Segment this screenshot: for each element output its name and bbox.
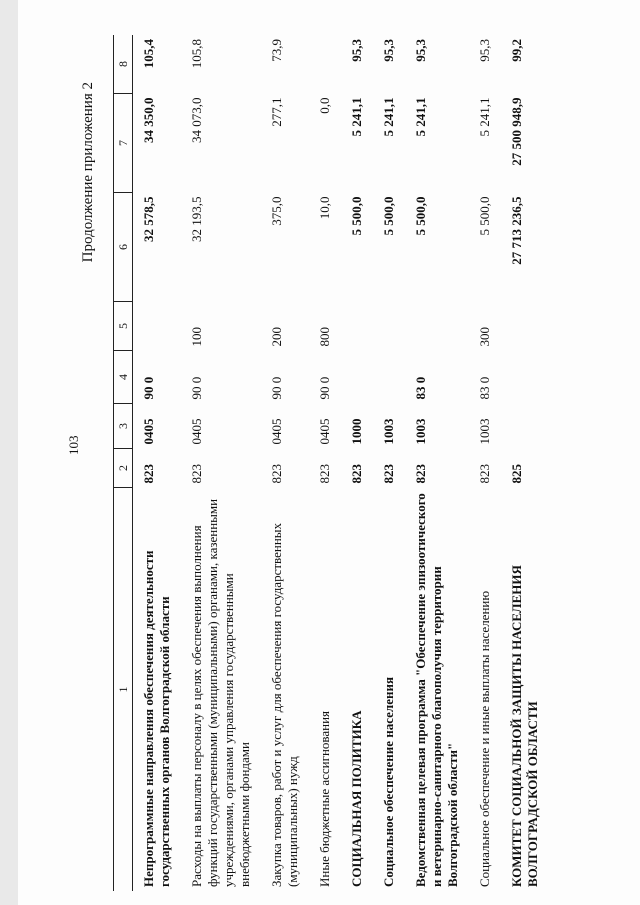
table-cell: 95,3 <box>381 39 396 62</box>
table-cell: 32 193,5 <box>189 196 204 242</box>
table-cell: 32 578,5 <box>141 196 156 242</box>
table-row <box>405 35 469 891</box>
table-cell: 823 <box>189 464 204 484</box>
table-cell <box>341 302 373 351</box>
table-cell: 5 241,1 <box>381 97 396 137</box>
table-cell: 105,4 <box>141 39 156 69</box>
table-cell: 0,0 <box>317 97 332 114</box>
table-cell: КОМИТЕТ СОЦИАЛЬНОЙ ЗАЩИТЫ НАСЕЛЕНИЯ ВОЛГОГРАДСКОЙ ОБЛАСТИ <box>509 565 540 887</box>
column-header: 6 <box>114 193 133 302</box>
table-cell: 5 500,0 <box>477 196 492 236</box>
table-cell <box>133 302 182 351</box>
table-cell: СОЦИАЛЬНАЯ ПОЛИТИКА <box>349 710 364 887</box>
column-header: 4 <box>114 351 133 404</box>
table-cell: 823 <box>477 464 492 484</box>
table-cell: Непрограммные направления обеспечения деятельности государственных органов Волгоградской области <box>141 550 172 887</box>
table-cell: Закупка товаров, работ и услуг для обеспечения государственных (муниципальных) нужд <box>269 522 300 887</box>
table-cell: 83 0 <box>477 376 492 400</box>
table-cell: 0405 <box>141 418 156 445</box>
table-cell: 823 <box>381 464 396 484</box>
table-cell: 27 500 948,9 <box>509 97 524 166</box>
table-cell: 300 <box>477 327 492 347</box>
table-cell: 34 073,0 <box>189 97 204 143</box>
column-header: 5 <box>114 302 133 351</box>
table-cell: 0405 <box>189 418 204 445</box>
table-cell: Ведомственная целевая программа "Обеспечение эпизоотического и ветеринарно-санитарного благополучия территории Волгоградской области" <box>413 493 460 887</box>
column-header: 8 <box>114 35 133 94</box>
table-cell: 1003 <box>381 418 396 445</box>
table-cell: 90 0 <box>141 376 156 400</box>
budget-table <box>113 35 549 891</box>
table-row <box>181 35 261 891</box>
table-cell: 823 <box>141 464 156 484</box>
table-cell: 95,3 <box>349 39 364 62</box>
appendix-label: Продолжение приложения 2 <box>80 82 96 263</box>
table-cell: 10,0 <box>317 196 332 220</box>
table-cell: Расходы на выплаты персоналу в целях обеспечения выполнения функций государственными (муниципальными) органами, казенными учреждениями, органами управления государственными внебюджетными фондами <box>189 498 252 887</box>
column-header: 1 <box>114 488 133 892</box>
table-cell <box>501 404 549 449</box>
table-cell <box>405 302 469 351</box>
table-cell: 1003 <box>413 418 428 445</box>
table-cell <box>501 351 549 404</box>
table-cell: 5 500,0 <box>349 196 364 236</box>
column-header: 2 <box>114 449 133 488</box>
table-cell: 90 0 <box>317 376 332 400</box>
table-cell: 5 241,1 <box>349 97 364 137</box>
table-cell: 277,1 <box>269 97 284 127</box>
table-cell: 375,0 <box>269 196 284 226</box>
table-cell: Иные бюджетные ассигнования <box>317 710 332 887</box>
table-cell: 823 <box>349 464 364 484</box>
table-row <box>261 35 309 891</box>
table-cell: 800 <box>317 327 332 347</box>
table-cell: 34 350,0 <box>141 97 156 143</box>
table-cell: 95,3 <box>413 39 428 62</box>
table-cell: 823 <box>413 464 428 484</box>
table-cell: 5 500,0 <box>381 196 396 236</box>
table-cell: Социальное обеспечение населения <box>381 677 396 887</box>
table-cell: 27 713 236,5 <box>509 196 524 265</box>
table-cell <box>501 302 549 351</box>
table-header-row <box>114 35 133 891</box>
table-cell: 100 <box>189 327 204 347</box>
table-cell: 5 500,0 <box>413 196 428 236</box>
table-cell <box>309 35 341 94</box>
table-row <box>341 35 373 891</box>
table-cell: 105,8 <box>189 39 204 69</box>
column-header: 7 <box>114 94 133 193</box>
table-cell: 0405 <box>317 418 332 445</box>
table-cell: 5 241,1 <box>413 97 428 137</box>
table-cell: 825 <box>509 464 524 484</box>
table-row <box>501 35 549 891</box>
table-cell: 95,3 <box>477 39 492 62</box>
table-row <box>469 35 501 891</box>
table-cell: 0405 <box>269 418 284 445</box>
table-cell <box>373 302 405 351</box>
table-cell: 200 <box>269 327 284 347</box>
table-cell: 823 <box>317 464 332 484</box>
rotated-content <box>18 0 640 905</box>
table-row <box>309 35 341 891</box>
table-cell: 1003 <box>477 418 492 445</box>
table-cell: Социальное обеспечение и иные выплаты населению <box>477 590 492 887</box>
table-cell: 73,9 <box>269 39 284 62</box>
column-header: 3 <box>114 404 133 449</box>
table-cell: 99,2 <box>509 39 524 62</box>
document-page <box>18 0 640 905</box>
table-cell: 83 0 <box>413 376 428 400</box>
table-cell: 823 <box>269 464 284 484</box>
table-cell <box>341 351 373 404</box>
table-row <box>373 35 405 891</box>
table-cell <box>373 351 405 404</box>
page-number: 103 <box>66 435 81 455</box>
table-cell: 90 0 <box>269 376 284 400</box>
table-cell: 90 0 <box>189 376 204 400</box>
table-cell: 1000 <box>349 418 364 445</box>
table-row <box>133 35 182 891</box>
table-cell: 5 241,1 <box>477 97 492 137</box>
